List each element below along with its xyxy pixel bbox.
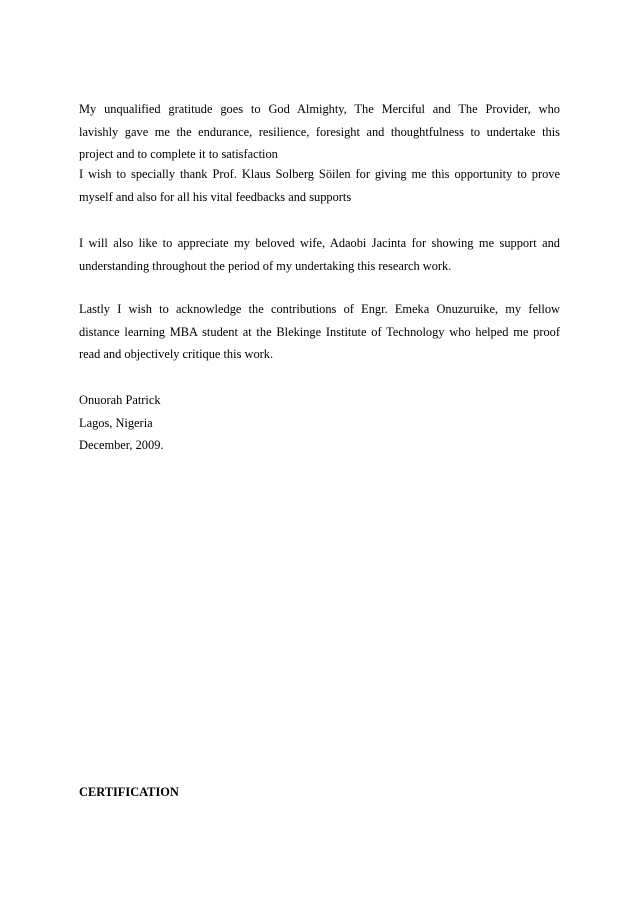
signature-date: December, 2009. xyxy=(79,438,164,452)
supervisor-thanks-paragraph xyxy=(79,163,560,208)
paragraph-line: lavishly gave me the endurance, resilience, foresight and thoughtfulness to undertake this xyxy=(79,124,560,139)
gratitude-paragraph xyxy=(79,98,560,166)
paragraph-line: distance learning MBA student at the Blekinge Institute of Technology who helped me proof xyxy=(79,324,560,339)
paragraph-line: project and to complete it to satisfaction xyxy=(79,147,278,161)
colleague-thanks-paragraph xyxy=(79,298,560,366)
paragraph-line: My unqualified gratitude goes to God Almighty, The Merciful and The Provider, who xyxy=(79,102,560,116)
author-name: Onuorah Patrick xyxy=(79,393,161,407)
paragraph-line: understanding throughout the period of my undertaking this research work. xyxy=(79,258,452,273)
wife-thanks-paragraph xyxy=(79,232,560,277)
paragraph-line: I wish to specially thank Prof. Klaus Solberg Söilen for giving me this opportunity to prove xyxy=(79,167,560,181)
paragraph-line: read and objectively critique this work. xyxy=(79,347,274,361)
paragraph-line: I will also like to appreciate my beloved wife, Adaobi Jacinta for showing me support and xyxy=(79,236,560,250)
paragraph-line: myself and also for all his vital feedbacks and supports xyxy=(79,189,352,204)
signature-block xyxy=(79,389,560,457)
author-location: Lagos, Nigeria xyxy=(79,415,153,430)
certification-heading: CERTIFICATION xyxy=(79,785,179,799)
paragraph-line: Lastly I wish to acknowledge the contributions of Engr. Emeka Onuzuruike, my fellow xyxy=(79,302,560,316)
